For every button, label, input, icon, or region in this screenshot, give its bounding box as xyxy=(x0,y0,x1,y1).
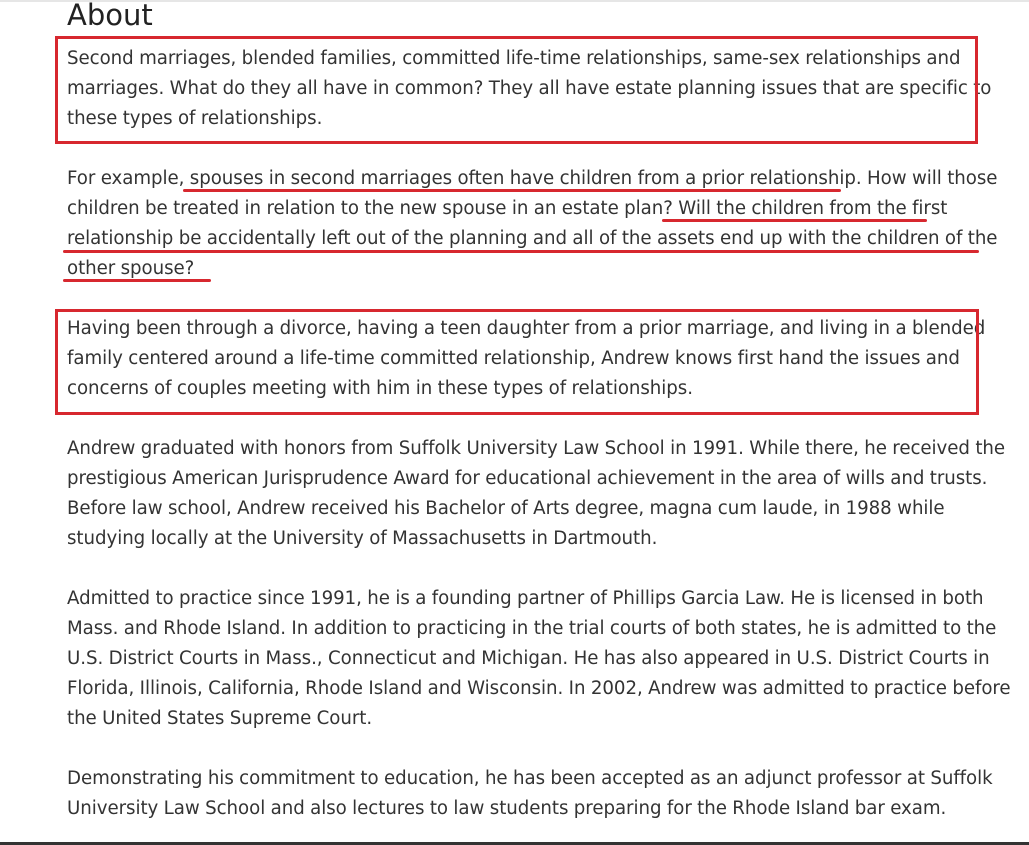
paragraph-education xyxy=(67,434,1006,554)
underline-mark xyxy=(63,279,211,282)
paragraph-example xyxy=(67,164,998,284)
paragraph-line: marriages. What do they all have in common? They all have estate planning issues that are specific to xyxy=(67,78,992,99)
paragraph-line: prestigious American Jurisprudence Award for educational achievement in the area of wills and trusts. xyxy=(67,468,988,489)
paragraph-line: the United States Supreme Court. xyxy=(67,708,373,729)
paragraph-line: Demonstrating his commitment to education, he has been accepted as an adjunct professor at Suffolk xyxy=(67,768,993,789)
top-divider xyxy=(0,0,1029,2)
paragraph-line: Before law school, Andrew received his Bachelor of Arts degree, magna cum laude, in 1988 while xyxy=(67,498,945,519)
underline-mark xyxy=(662,219,927,222)
paragraph-line: relationship be accidentally left out of the planning and all of the assets end up with the children of the xyxy=(67,228,998,249)
paragraph-line: these types of relationships. xyxy=(67,108,323,129)
paragraph-line: University Law School and also lectures to law students preparing for the Rhode Island bar exam. xyxy=(67,798,947,819)
paragraph-line: family centered around a life-time committed relationship, Andrew knows first hand the issues and xyxy=(67,348,960,369)
paragraph-line: Having been through a divorce, having a teen daughter from a prior marriage, and living in a blended xyxy=(67,318,986,339)
paragraph-line: Mass. and Rhode Island. In addition to practicing in the trial courts of both states, he is admitted to the xyxy=(67,618,997,639)
paragraph-line: Florida, Illinois, California, Rhode Island and Wisconsin. In 2002, Andrew was admitted to practice before xyxy=(67,678,1011,699)
paragraph-line: concerns of couples meeting with him in these types of relationships. xyxy=(67,378,693,399)
underline-mark xyxy=(63,250,979,253)
paragraph-line: Admitted to practice since 1991, he is a founding partner of Phillips Garcia Law. He is licensed in both xyxy=(67,588,984,609)
paragraph-line: For example, spouses in second marriages often have children from a prior relationship. How will those xyxy=(67,168,998,189)
paragraph-line: other spouse? xyxy=(67,258,195,279)
page-title: About xyxy=(67,0,153,32)
highlight-box xyxy=(55,36,978,144)
paragraph-admissions xyxy=(67,584,1011,734)
paragraph-line: Second marriages, blended families, committed life-time relationships, same-sex relationships and xyxy=(67,48,961,69)
paragraph-line: Andrew graduated with honors from Suffolk University Law School in 1991. While there, he received the xyxy=(67,438,1006,459)
paragraph-line: children be treated in relation to the new spouse in an estate plan? Will the children from the first xyxy=(67,198,948,219)
underline-mark xyxy=(183,189,841,192)
paragraph-line: U.S. District Courts in Mass., Connecticut and Michigan. He has also appeared in U.S. District Courts in xyxy=(67,648,990,669)
paragraph-line: studying locally at the University of Massachusetts in Dartmouth. xyxy=(67,528,658,549)
highlight-box xyxy=(55,309,979,415)
paragraph-teaching xyxy=(67,764,993,824)
